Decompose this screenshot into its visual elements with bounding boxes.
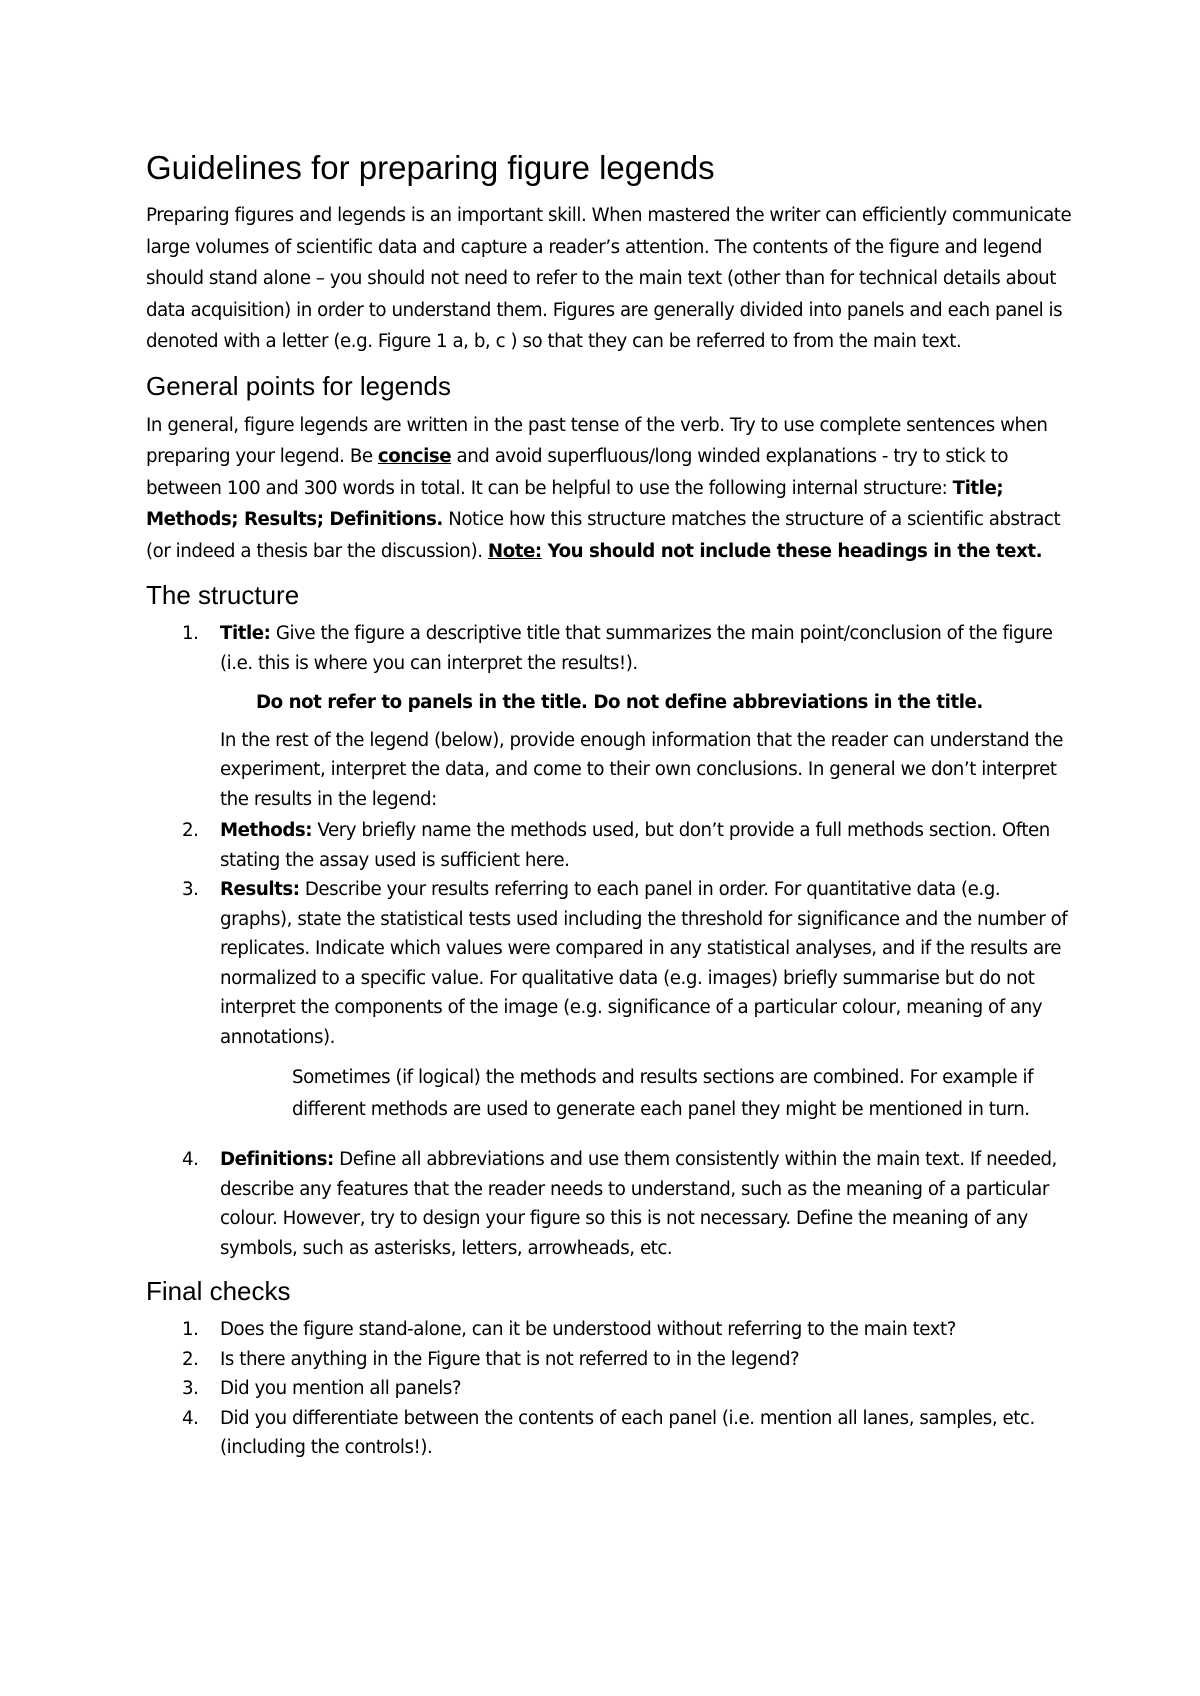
item-text: Describe your results referring to each panel in order. For quantitative data (e.g. graphs), state the statistical tests used including the threshold for significance and the number of replicates. Indicate which values were compared in any statistical analyses, and if the results are normalized to a specific value. For qualitative data (e.g. images) briefly summarise but do not interpret the components of the image (e.g. significance of a particular colour, meaning of any annotations). — [220, 879, 1068, 1048]
item-label: Title: — [220, 623, 271, 644]
item-text: Give the figure a descriptive title that summarizes the main point/conclusion of the figure (i.e. this is where you can interpret the results!). — [220, 623, 1053, 674]
item-text: Is there anything in the Figure that is not referred to in the legend? — [220, 1348, 800, 1370]
document-content — [146, 148, 1074, 1463]
document-title: Guidelines for preparing figure legends — [146, 149, 715, 186]
final-checks-list — [146, 1315, 1074, 1463]
combined-sections-note: Sometimes (if logical) the methods and results sections are combined. For example if different methods are used to generate each panel they might be mentioned in turn. — [292, 1067, 1034, 1120]
list-number: 3. — [182, 1378, 199, 1399]
list-number: 2. — [182, 820, 199, 841]
general-text-part2: and avoid superfluous/long winded explanations - try to stick to between 100 and 300 words in total. It can be helpful to use the following internal structure: — [146, 446, 1009, 499]
structure-list-bold: Title; Methods; Results; Definitions. — [146, 477, 1004, 530]
list-item — [146, 1315, 1074, 1345]
general-points-heading: General points for legends — [146, 370, 451, 401]
note-text: You should not include these headings in the text. — [541, 540, 1043, 562]
item-label: Methods: — [220, 820, 313, 841]
item-text: Very briefly name the methods used, but don’t provide a full methods section. Often stating the assay used is sufficient here. — [220, 820, 1050, 871]
list-item — [146, 1404, 1074, 1463]
item-label: Results: — [220, 879, 300, 900]
structure-list — [146, 619, 1074, 678]
list-number: 2. — [182, 1348, 199, 1370]
final-checks-heading: Final checks — [146, 1276, 291, 1306]
item-text: Does the figure stand-alone, can it be understood without referring to the main text? — [220, 1319, 956, 1340]
list-number: 1. — [182, 623, 199, 644]
list-item — [146, 1374, 1074, 1404]
list-item-definitions — [146, 1145, 1074, 1263]
rest-of-legend-paragraph: In the rest of the legend (below), provide enough information that the reader can understand the experiment, interpret the data, and come to their own conclusions. In general we don’t interpret the results in the legend: — [220, 729, 1064, 810]
concise-word: concise — [377, 446, 452, 467]
general-text-part1: In general, figure legends are written in the past tense of the verb. Try to use complete sentences when preparing your legend. Be — [146, 414, 1048, 467]
item-text: Did you mention all panels? — [220, 1378, 462, 1399]
list-number: 1. — [182, 1319, 199, 1340]
list-number: 3. — [182, 879, 199, 900]
list-item-title — [146, 619, 1074, 678]
item-text: Define all abbreviations and use them consistently within the main text. If needed, describe any features that the reader needs to understand, such as the meaning of a particular colour. However, try to design your figure so this is not necessary. Define the meaning of any symbols, such as asterisks, letters, arrowheads, etc. — [220, 1149, 1057, 1259]
intro-paragraph: Preparing figures and legends is an important skill. When mastered the writer can efficiently communicate large volumes of scientific data and capture a reader’s attention. The contents of the figure and legend should stand alone – you should not need to refer to the main text (other than for technical details about data acquisition) in order to understand them. Figures are generally divided into panels and each panel is denoted with a letter (e.g. Figure 1 a, b, c ) so that they can be referred to from the main text. — [146, 205, 1072, 352]
general-text-part3: Notice how this structure matches the structure of a scientific abstract (or indeed a thesis bar the discussion). — [146, 509, 1061, 562]
structure-list-continued — [146, 816, 1074, 1052]
list-item — [146, 1345, 1074, 1375]
structure-heading: The structure — [146, 580, 300, 610]
item-text: Did you differentiate between the contents of each panel (i.e. mention all lanes, samples, etc. (including the controls!). — [220, 1407, 1035, 1458]
list-item-results — [146, 875, 1074, 1052]
list-item-methods — [146, 816, 1074, 875]
structure-list-final — [146, 1145, 1074, 1263]
list-number: 4. — [182, 1407, 199, 1429]
list-number: 4. — [182, 1149, 199, 1170]
title-rule: Do not refer to panels in the title. Do not define abbreviations in the title. — [256, 692, 983, 713]
note-label: Note: — [487, 540, 542, 562]
general-points-paragraph — [146, 410, 1074, 568]
item-label: Definitions: — [220, 1149, 334, 1170]
